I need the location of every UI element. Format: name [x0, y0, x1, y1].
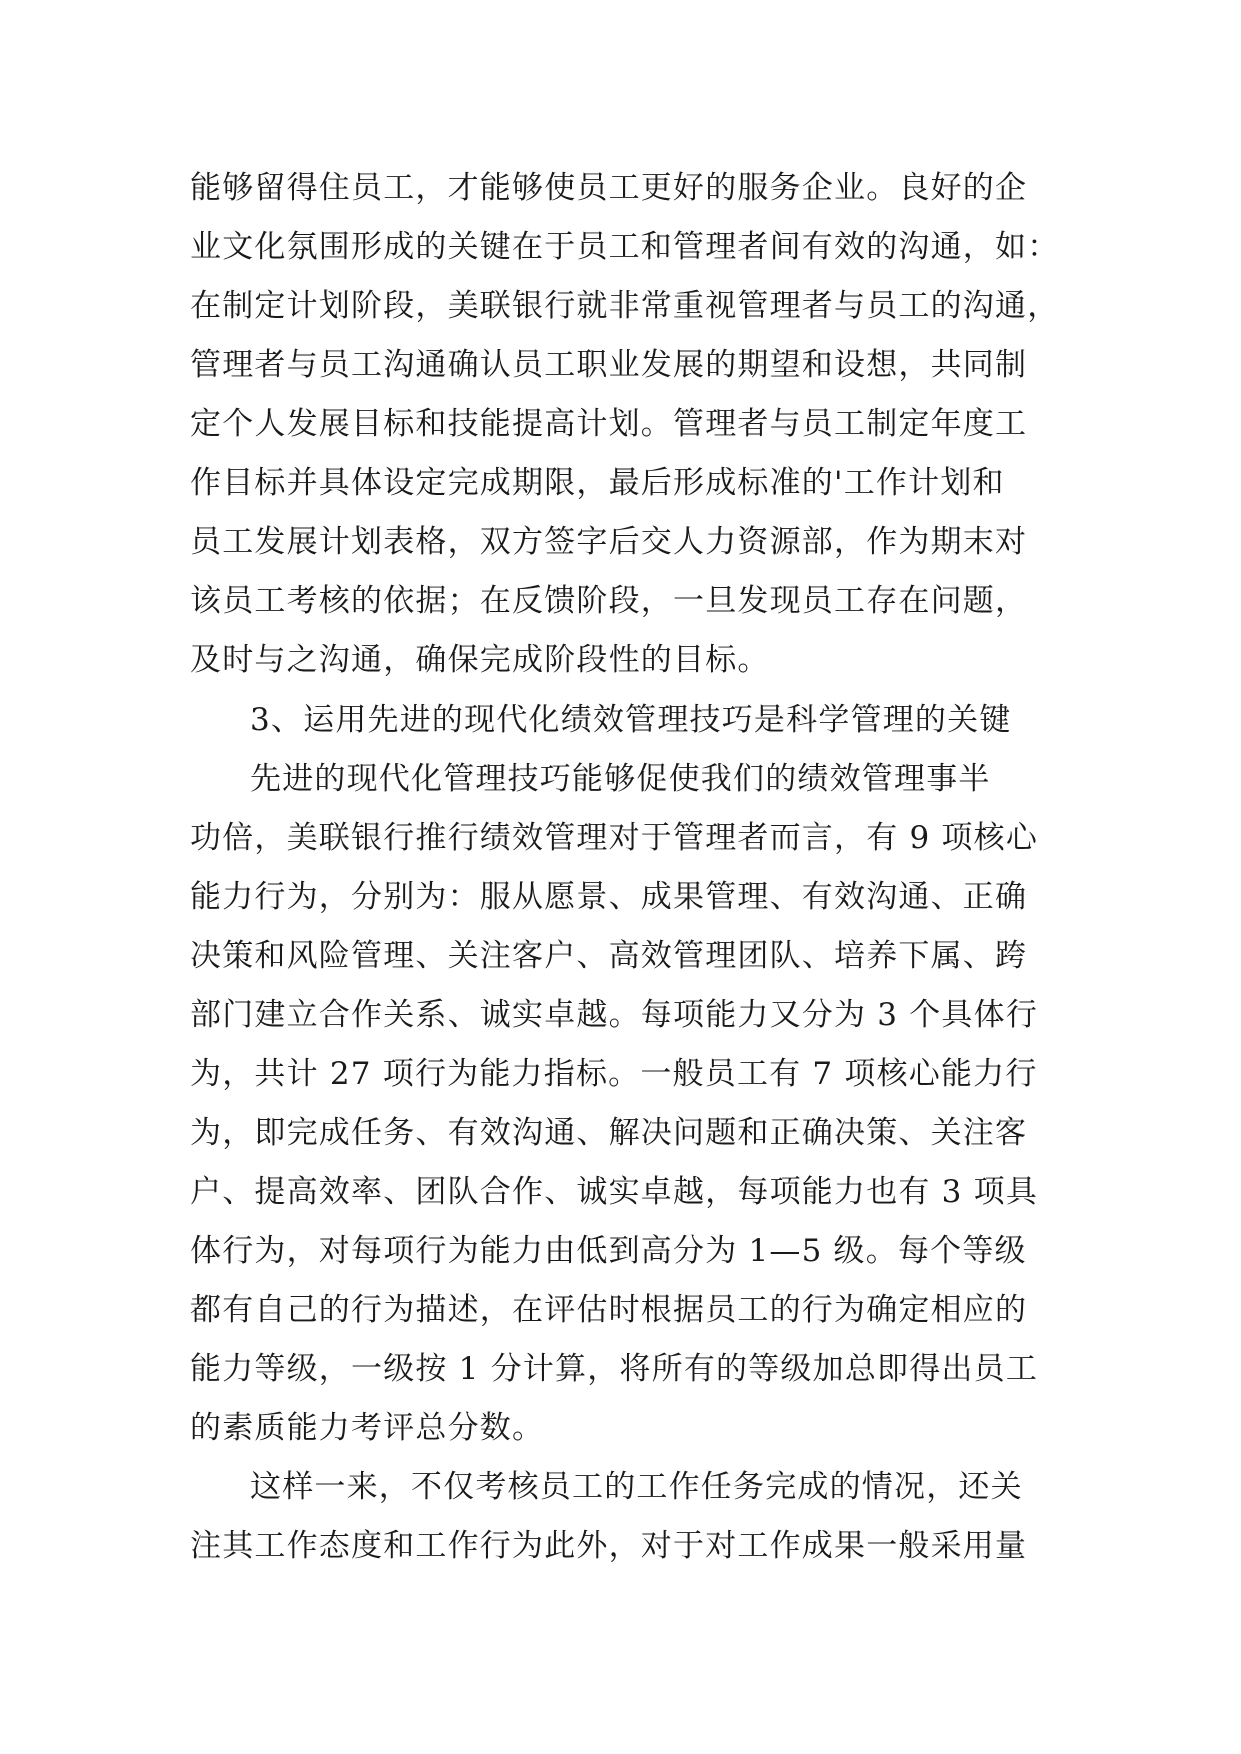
- text-line: 定个人发展目标和技能提高计划。管理者与员工制定年度工: [190, 406, 1028, 442]
- text-line: 员工发展计划表格，双方签字后交人力资源部，作为期末对: [190, 524, 1028, 560]
- text-line: 部门建立合作关系、诚实卓越。每项能力又分为 3 个具体行: [190, 997, 1039, 1033]
- text-line: 功倍，美联银行推行绩效管理对于管理者而言，有 9 项核心: [190, 820, 1039, 856]
- text-line: 作目标并具体设定完成期限，最后形成标准的'工作计划和: [190, 465, 1005, 501]
- text-line: 这样一来，不仅考核员工的工作任务完成的情况，还关: [250, 1469, 1023, 1505]
- text-line: 及时与之沟通，确保完成阶段性的目标。: [190, 642, 770, 678]
- text-line: 能力等级，一级按 1 分计算，将所有的等级加总即得出员工: [190, 1351, 1039, 1387]
- text-line: 都有自己的行为描述，在评估时根据员工的行为确定相应的: [190, 1292, 1028, 1328]
- text-line: 户、提高效率、团队合作、诚实卓越，每项能力也有 3 项具: [190, 1174, 1039, 1210]
- text-line: 的素质能力考评总分数。: [190, 1410, 545, 1446]
- text-line: 体行为，对每项行为能力由低到高分为 1—5 级。每个等级: [190, 1233, 1027, 1269]
- text-line: 决策和风险管理、关注客户、高效管理团队、培养下属、跨: [190, 938, 1028, 974]
- text-line: 为，共计 27 项行为能力指标。一般员工有 7 项核心能力行: [190, 1056, 1038, 1092]
- text-line: 注其工作态度和工作行为此外，对于对工作成果一般采用量: [190, 1528, 1028, 1564]
- text-line: 该员工考核的依据；在反馈阶段，一旦发现员工存在问题，: [190, 583, 1028, 619]
- text-line: 能力行为，分别为：服从愿景、成果管理、有效沟通、正确: [190, 879, 1028, 915]
- text-line: 为，即完成任务、有效沟通、解决问题和正确决策、关注客: [190, 1115, 1028, 1151]
- section-heading: 3、运用先进的现代化绩效管理技巧是科学管理的关键: [250, 702, 1012, 738]
- text-line: 能够留得住员工，才能够使员工更好的服务企业。良好的企: [190, 170, 1028, 206]
- text-line: 业文化氛围形成的关键在于员工和管理者间有效的沟通，如：: [190, 229, 1060, 265]
- text-line: 先进的现代化管理技巧能够促使我们的绩效管理事半: [250, 761, 991, 797]
- text-line: 管理者与员工沟通确认员工职业发展的期望和设想，共同制: [190, 347, 1028, 383]
- text-line: 在制定计划阶段，美联银行就非常重视管理者与员工的沟通，: [190, 288, 1060, 324]
